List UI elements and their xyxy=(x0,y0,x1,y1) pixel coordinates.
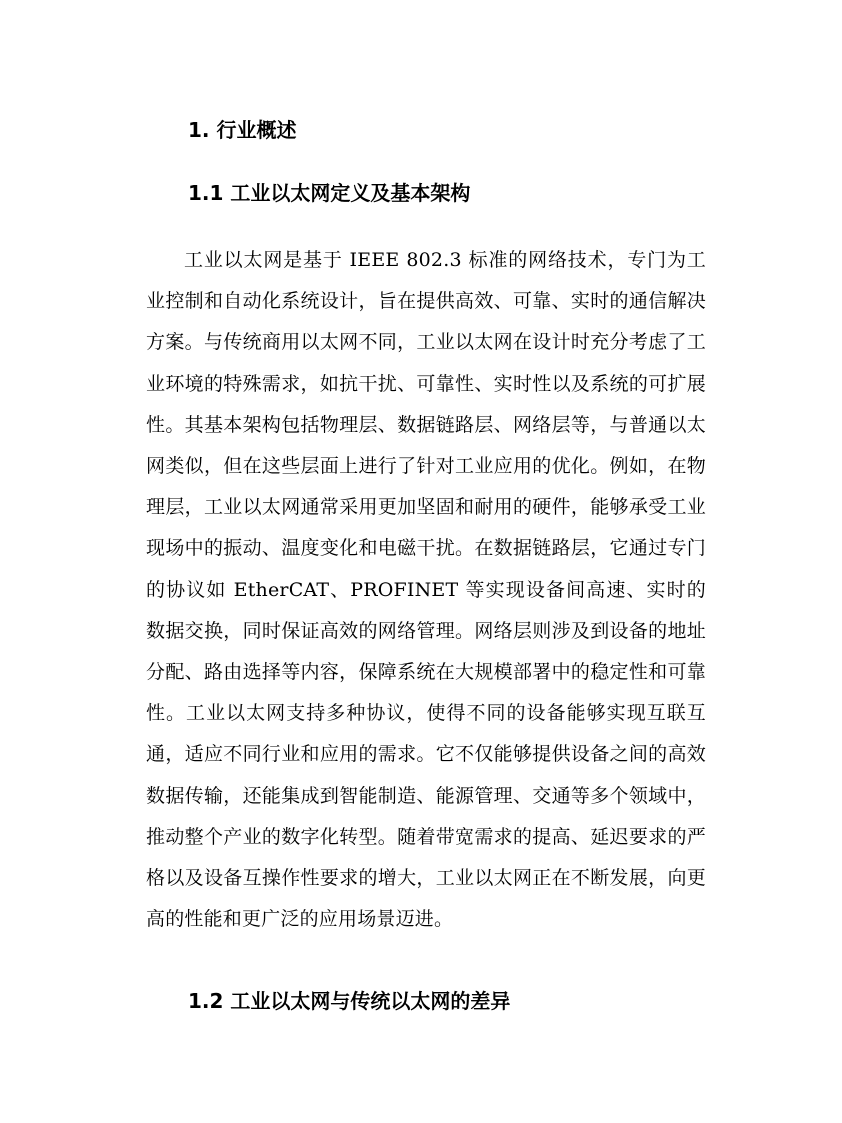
section-1-1-paragraph: 工业以太网是基于 IEEE 802.3 标准的网络技术，专门为工业控制和自动化系统设计，旨在提供高效、可靠、实时的通信解决方案。与传统商用以太网不同，工业以太网在设计时充分考虑了工业环境的特殊需求，如抗干扰、可靠性、实时性以及系统的可扩展性。其基本架构包括物理层、数据链路层、网络层等，与普通以太网类似，但在这些层面上进行了针对工业应用的优化。例如，在物理层，工业以太网通常采用更加坚固和耐用的硬件，能够承受工业现场中的振动、温度变化和电磁干扰。在数据链路层，它通过专门的协议如 EtherCAT、PROFINET 等实现设备间高速、实时的数据交换，同时保证高效的网络管理。网络层则涉及到设备的地址分配、路由选择等内容，保障系统在大规模部署中的稳定性和可靠性。工业以太网支持多种协议，使得不同的设备能够实现互联互通，适应不同行业和应用的需求。它不仅能够提供设备之间的高效数据传输，还能集成到智能制造、能源管理、交通等多个领域中，推动整个产业的数字化转型。随着带宽需求的提高、延迟要求的严格以及设备互操作性要求的增大，工业以太网正在不断发展，向更高的性能和更广泛的应用场景迈进。 xyxy=(146,249,706,931)
section-heading-1-1: 1.1 工业以太网定义及基本架构 xyxy=(188,181,471,205)
chapter-heading: 1. 行业概述 xyxy=(188,118,297,142)
section-heading-1-2: 1.2 工业以太网与传统以太网的差异 xyxy=(188,989,511,1013)
